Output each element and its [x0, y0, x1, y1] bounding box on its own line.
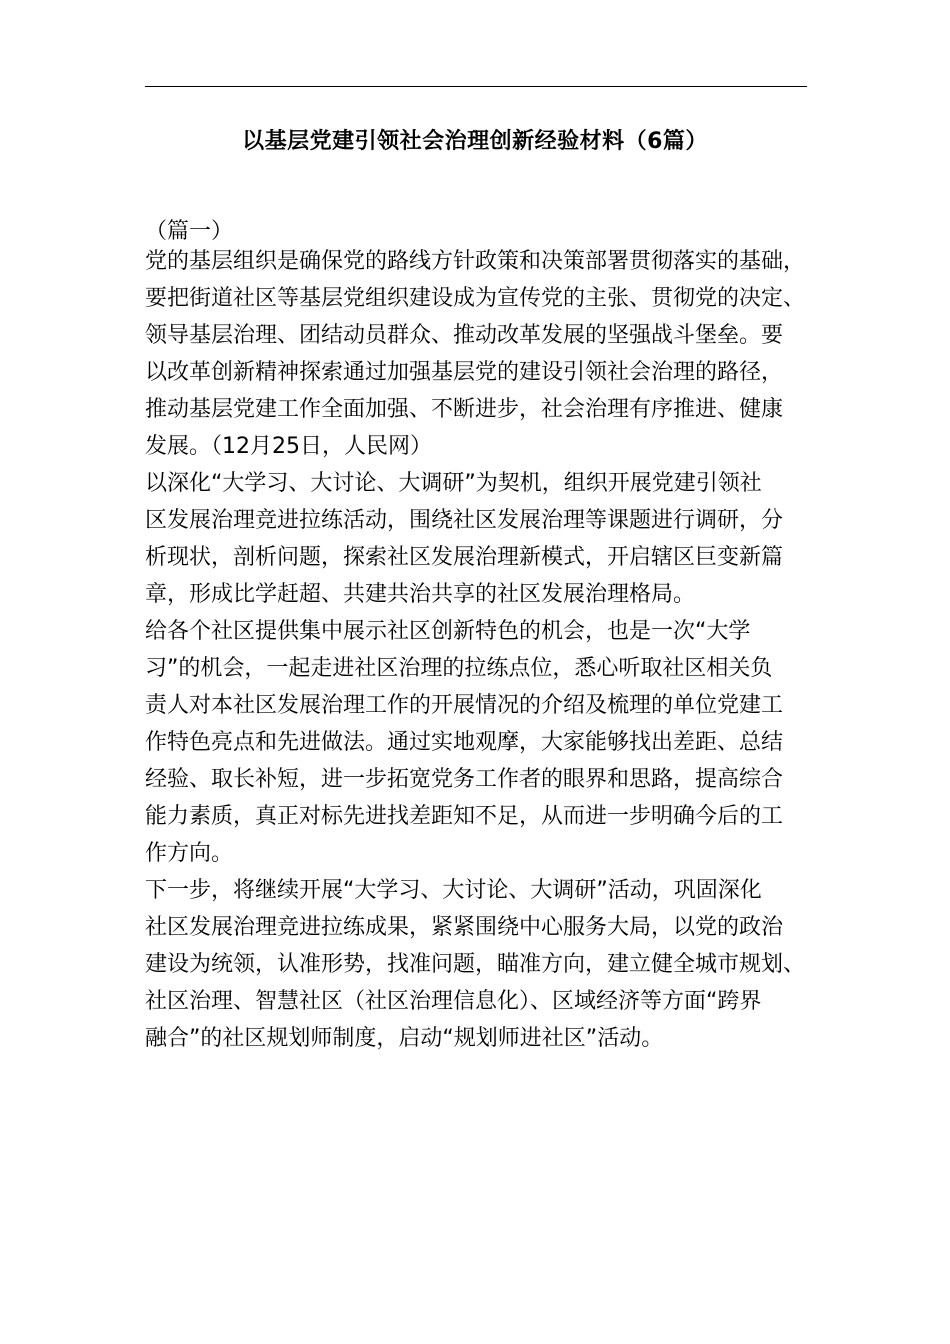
text-line: 经验、取长补短，进一步拓宽党务工作者的眼界和思路，提高综合	[145, 767, 784, 792]
document-title: 以基层党建引领社会治理创新经验材料（6篇）	[242, 129, 708, 154]
text-line: 建设为统领，认准形势，找准问题，瞄准方向，建立健全城市规划、	[145, 952, 806, 977]
text-line: 区发展治理竞进拉练活动，围绕社区发展治理等课题进行调研，分	[145, 508, 784, 533]
header-rule	[145, 86, 807, 87]
text-line: 析现状，剖析问题，探索社区发展治理新模式，开启辖区巨变新篇	[145, 545, 784, 570]
text-line: 给各个社区提供集中展示社区创新特色的机会，也是一次“大学	[145, 619, 751, 644]
text-line: 领导基层治理、团结动员群众、推动改革发展的坚强战斗堡垒。要	[145, 323, 784, 348]
text-line: 责人对本社区发展治理工作的开展情况的介绍及梳理的单位党建工	[145, 693, 784, 718]
text-line: 要把街道社区等基层党组织建设成为宣传党的主张、贯彻党的决定、	[145, 286, 806, 311]
text-line: 社区发展治理竞进拉练成果，紧紧围绕中心服务大局，以党的政治	[145, 915, 784, 940]
text-line: 能力素质，真正对标先进找差距知不足，从而进一步明确今后的工	[145, 804, 784, 829]
text-line: 以改革创新精神探索通过加强基层党的建设引领社会治理的路径，	[145, 360, 784, 385]
section-label: （篇一）	[145, 219, 234, 244]
text-line: 下一步，将继续开展“大学习、大讨论、大调研”活动，巩固深化	[145, 878, 762, 903]
text-line: 以深化“大学习、大讨论、大调研”为契机，组织开展党建引领社	[145, 471, 762, 496]
text-line: 推动基层党建工作全面加强、不断进步，社会治理有序推进、健康	[145, 397, 784, 422]
text-line: 作方向。	[145, 841, 234, 866]
text-line: 发展。（12月25日，人民网）	[145, 434, 432, 459]
text-line: 党的基层组织是确保党的路线方针政策和决策部署贯彻落实的基础，	[145, 249, 806, 274]
text-line: 作特色亮点和先进做法。通过实地观摩，大家能够找出差距、总结	[145, 730, 784, 755]
text-line: 习”的机会，一起走进社区治理的拉练点位，悉心听取社区相关负	[145, 656, 773, 681]
text-line: 章，形成比学赶超、共建共治共享的社区发展治理格局。	[145, 582, 696, 607]
body-text	[145, 246, 825, 1060]
text-line: 社区治理、智慧社区（社区治理信息化）、区域经济等方面“跨界	[145, 989, 762, 1014]
text-line: 融合”的社区规划师制度，启动“规划师进社区”活动。	[145, 1026, 664, 1051]
